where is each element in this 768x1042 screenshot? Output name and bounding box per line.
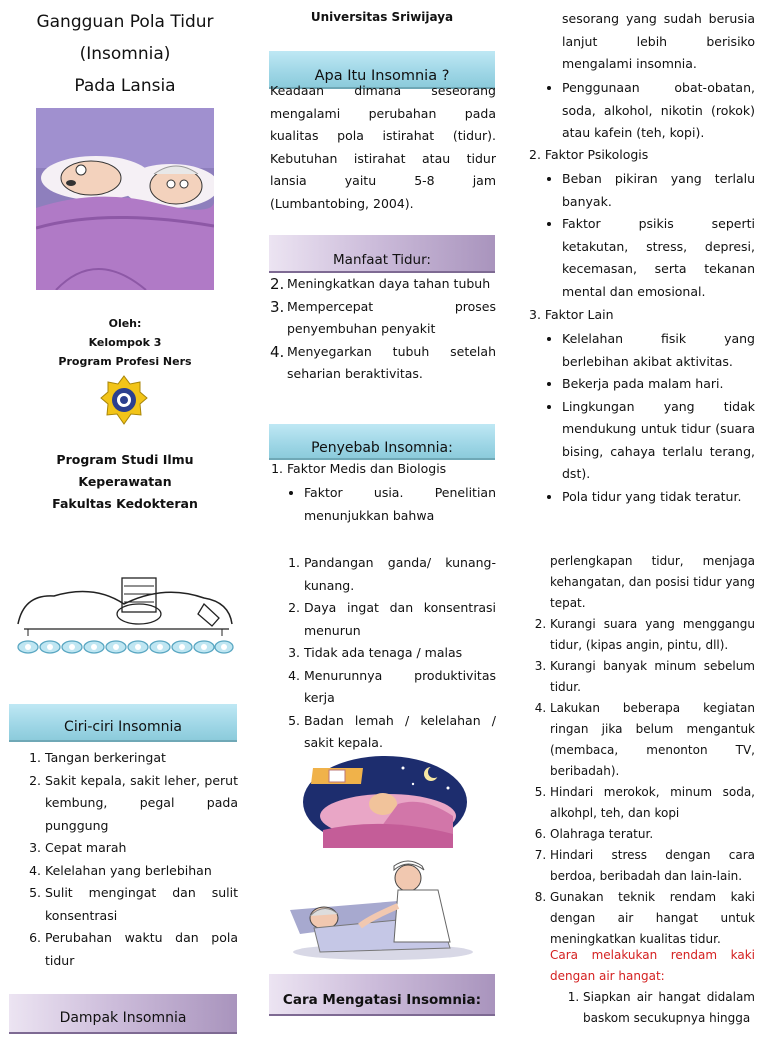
dampak-list bbox=[304, 552, 496, 755]
cara-item: 3. Kurangi banyak minum sebelum tidur. bbox=[550, 656, 755, 698]
night-sleep-illustration bbox=[303, 756, 467, 848]
cara-item: 4. Lakukan beberapa kegiatan ringan jika belum mengantuk (membaca, menonton TV, beribadah). bbox=[550, 698, 755, 782]
bed-sketch-illustration bbox=[14, 574, 236, 658]
faktor-lain-list bbox=[562, 328, 755, 508]
manfaat-list bbox=[270, 273, 496, 386]
dampak-item: 1. Pandangan ganda/ kunang-kunang. bbox=[304, 552, 496, 597]
oleh-label: Oleh: bbox=[108, 317, 142, 330]
dampak-header: Dampak Insomnia bbox=[9, 994, 237, 1034]
apa-text: Keadaan dimana seseorang mengalami perubahan pada kualitas pola istirahat (tidur). Kebutuhan istirahat atau tidur lansia yaitu 5-8 jam (Lumbantobing, 2004). bbox=[270, 83, 496, 211]
ciri-item: 1. Tangan berkeringat bbox=[45, 747, 238, 770]
cara-continued: perlengkapan tidur, menjaga kehangatan, dan posisi tidur yang tepat. bbox=[550, 554, 755, 610]
faktor-psikologis-heading: 2. Faktor Psikologis bbox=[529, 147, 649, 162]
cara-item: 2. Kurangi suara yang menggangu tidur, (kipas angin, pintu, dll). bbox=[550, 614, 755, 656]
ciri-header: Ciri-ciri Insomnia bbox=[9, 704, 237, 742]
cara-item: 6. Olahraga teratur. bbox=[550, 824, 755, 845]
cara-item: 5. Hindari merokok, minum soda, alkohpl, teh, dan kopi bbox=[550, 782, 755, 824]
ciri-item: 2. Sakit kepala, sakit leher, perut kembung, pegal pada punggung bbox=[45, 770, 238, 838]
manfaat-header: Manfaat Tidur: bbox=[269, 235, 495, 273]
cara-list bbox=[550, 614, 755, 950]
psikologis-list bbox=[562, 168, 755, 303]
apa-header: Apa Itu Insomnia ? bbox=[269, 51, 495, 89]
penyebab-bullets bbox=[304, 482, 496, 527]
group-label: Kelompok 3 bbox=[88, 336, 162, 349]
faktor-lain-item: • Kelelahan fisik yang berlebihan akibat aktivitas. bbox=[562, 328, 755, 373]
study-line-1: Program Studi Ilmu bbox=[56, 452, 194, 467]
faktor-lain-item: • Bekerja pada malam hari. bbox=[562, 373, 755, 396]
rendam-item: 1. Siapkan air hangat didalam baskom secukupnya hingga bbox=[583, 987, 755, 1029]
penyebab-header: Penyebab Insomnia: bbox=[269, 424, 495, 460]
penyebab-list bbox=[287, 458, 497, 481]
rendam-title: Cara melakukan rendam kaki dengan air hangat: bbox=[550, 948, 755, 983]
ciri-item: 4. Kelelahan yang berlebihan bbox=[45, 860, 238, 883]
study-line-2: Keperawatan bbox=[78, 474, 172, 489]
title-line-3: Pada Lansia bbox=[74, 76, 176, 96]
dampak-item: 5. Badan lemah / kelelahan / sakit kepala. bbox=[304, 710, 496, 755]
author-block bbox=[10, 314, 240, 371]
dampak-item: 2. Daya ingat dan konsentrasi menurun bbox=[304, 597, 496, 642]
penyebab-item: 1. Faktor Medis dan Biologis bbox=[287, 458, 497, 481]
title-line-2: (Insomnia) bbox=[79, 44, 171, 64]
university-logo bbox=[100, 374, 148, 426]
title-line-1: Gangguan Pola Tidur bbox=[36, 12, 214, 32]
university-name: Universitas Sriwijaya bbox=[310, 10, 454, 24]
program-label: Program Profesi Ners bbox=[58, 355, 192, 368]
cara-header: Cara Mengatasi Insomnia: bbox=[269, 974, 495, 1016]
psikologis-item: • Beban pikiran yang terlalu banyak. bbox=[562, 168, 755, 213]
age-factor-continued: sesorang yang sudah berusia lanjut lebih berisiko mengalami insomnia. bbox=[562, 11, 755, 71]
ciri-item: 6. Perubahan waktu dan pola tidur bbox=[45, 927, 238, 972]
dampak-item: 4. Menurunnya produktivitas kerja bbox=[304, 665, 496, 710]
sleeping-couple-illustration bbox=[36, 108, 214, 290]
brochure-title bbox=[10, 6, 240, 102]
psikologis-item: • Faktor psikis seperti ketakutan, stress, depresi, kecemasan, serta tekanan mental dan emosional. bbox=[562, 213, 755, 303]
rendam-list bbox=[583, 987, 755, 1029]
faktor-lain-item: • Pola tidur yang tidak teratur. bbox=[562, 486, 755, 509]
medical-bullet: • Penggunaan obat-obatan, soda, alkohol, nikotin (rokok) atau kafein (teh, kopi). bbox=[562, 77, 755, 145]
manfaat-item: 2. Meningkatkan daya tahan tubuh bbox=[270, 275, 491, 293]
manfaat-item: 3. Mempercepat proses penyembuhan penyakit bbox=[270, 297, 496, 336]
dampak-item: 3. Tidak ada tenaga / malas bbox=[304, 642, 496, 665]
study-program-block bbox=[10, 449, 240, 515]
ciri-list bbox=[45, 747, 238, 972]
medical-bullets bbox=[562, 77, 755, 145]
ciri-item: 5. Sulit mengingat dan sulit konsentrasi bbox=[45, 882, 238, 927]
faktor-lain-item: • Lingkungan yang tidak mendukung untuk tidur (suara bising, cahaya terlalu terang, dst). bbox=[562, 396, 755, 486]
study-line-3: Fakultas Kedokteran bbox=[52, 496, 198, 511]
penyebab-bullet: • Faktor usia. Penelitian menunjukkan bahwa bbox=[304, 482, 496, 527]
manfaat-item: 4. Menyegarkan tubuh setelah seharian beraktivitas. bbox=[270, 342, 496, 381]
cara-item: 8. Gunakan teknik rendam kaki dengan air hangat untuk meningkatkan kualitas tidur. bbox=[550, 887, 755, 950]
nurse-patient-illustration bbox=[290, 856, 476, 960]
ciri-item: 3. Cepat marah bbox=[45, 837, 238, 860]
faktor-lain-heading: 3. Faktor Lain bbox=[529, 307, 614, 322]
cara-item: 7. Hindari stress dengan cara berdoa, beribadah dan lain-lain. bbox=[550, 845, 755, 887]
